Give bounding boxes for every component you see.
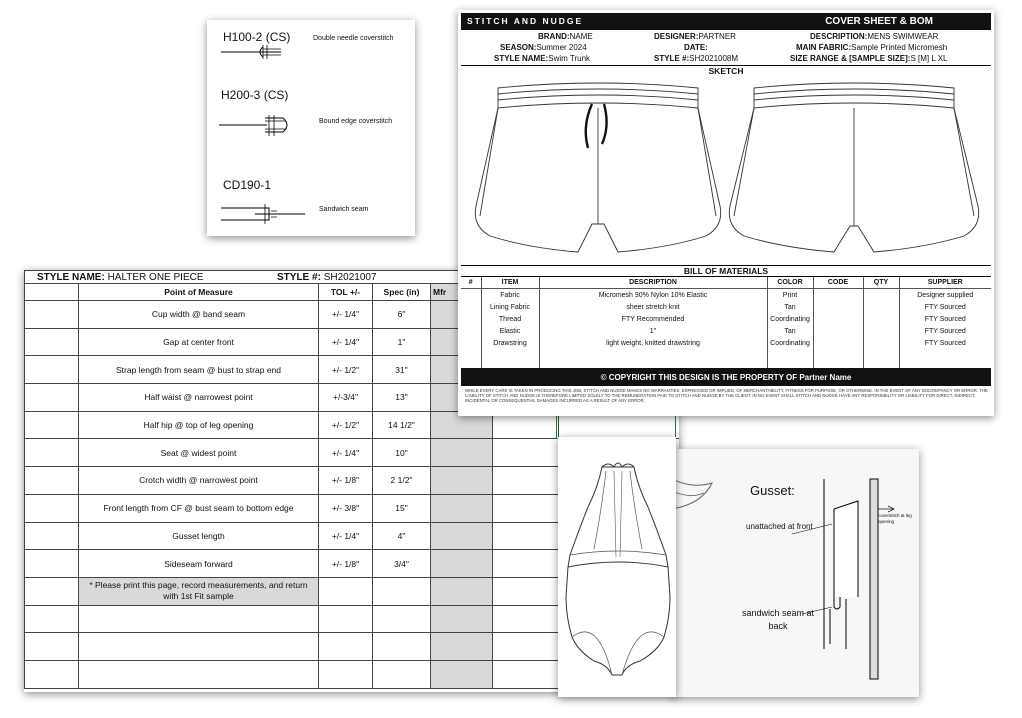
- header-mfr: Mfr: [431, 284, 493, 301]
- pom-tol: +/- 1/4": [319, 301, 373, 329]
- main-fabric-label: MAIN FABRIC:: [796, 43, 852, 52]
- pom-spec: 6": [373, 301, 431, 329]
- sandwich-seam-label: sandwich seam at back: [741, 608, 815, 631]
- designer-value: PARTNER: [698, 32, 736, 41]
- bom-header: QTY: [863, 277, 899, 289]
- description-label: DESCRIPTION:: [810, 32, 868, 41]
- print-note: * Please print this page, record measurements, and return with 1st Fit sample: [79, 577, 319, 605]
- bom-supplier: FTY Sourced: [899, 301, 991, 313]
- pom-tol: +/- 1/8": [319, 550, 373, 578]
- stitch-types-card: [207, 20, 415, 236]
- brand-label: BRAND:: [538, 32, 570, 41]
- pom-spec: 10": [373, 439, 431, 467]
- pom-name: Cup width @ band seam: [79, 301, 319, 329]
- bom-desc: Micromesh 90% Nylon 10% Elastic: [539, 289, 767, 302]
- bom-supplier: Designer supplied: [899, 289, 991, 302]
- season-label: SEASON:: [500, 43, 537, 52]
- bom-color: Tan: [767, 301, 813, 313]
- bom-row: [461, 289, 991, 302]
- style-name-label: STYLE NAME:: [37, 272, 105, 283]
- bom-desc: 1": [539, 325, 767, 337]
- stitch-desc: Double needle coverstitch: [313, 35, 394, 42]
- pom-name: Crotch width @ narrowest point: [79, 467, 319, 495]
- bom-header: COLOR: [767, 277, 813, 289]
- designer-label: DESIGNER:: [654, 32, 699, 41]
- pom-tol: +/- 1/8": [319, 467, 373, 495]
- pom-name: Strap length from seam @ bust to strap end: [79, 356, 319, 384]
- swimsuit-sketch-icon: [558, 437, 676, 697]
- double-needle-stitch-icon: [219, 44, 289, 60]
- pom-name: Gap at center front: [79, 328, 319, 356]
- pom-spec: 13": [373, 384, 431, 412]
- pom-name: Gusset length: [79, 522, 319, 550]
- style-name-value: Swim Trunk: [548, 54, 591, 63]
- bom-supplier: FTY Sourced: [899, 337, 991, 349]
- bom-item: Elastic: [481, 325, 539, 337]
- size-range-label: SIZE RANGE & [SAMPLE SIZE]:: [790, 54, 911, 63]
- bom-label: BILL OF MATERIALS: [461, 265, 991, 277]
- style-number-value: SH2021008M: [689, 54, 739, 63]
- bom-header: CODE: [813, 277, 863, 289]
- gusset-title: Gusset:: [750, 483, 795, 498]
- gusset-diagram: [672, 449, 919, 697]
- copyright-bar: © COPYRIGHT THIS DESIGN IS THE PROPERTY OF Partner Name: [461, 368, 991, 386]
- pom-name: Sideseam forward: [79, 550, 319, 578]
- stitch-desc: Bound edge coverstitch: [319, 118, 393, 125]
- gusset-detail-card: [672, 449, 919, 697]
- pom-name: Half hip @ top of leg opening: [79, 411, 319, 439]
- bom-item: Lining Fabric: [481, 301, 539, 313]
- sketch-label: SKETCH: [708, 66, 744, 76]
- cover-header-bar: [461, 13, 991, 30]
- bom-row: [461, 313, 991, 325]
- bom-desc: light weight, knitted drawstring: [539, 337, 767, 349]
- halter-swimsuit-sketch: [558, 437, 676, 697]
- pom-name: Front length from CF @ bust seam to bottom edge: [79, 494, 319, 522]
- style-name-value: HALTER ONE PIECE: [107, 272, 204, 283]
- style-number-value: SH2021007: [323, 272, 377, 283]
- bom-color: Coordinating: [767, 313, 813, 325]
- sheet-title: COVER SHEET & BOM: [825, 16, 933, 27]
- stitch-code: H200-3 (CS): [221, 88, 289, 102]
- size-range-value: S [M] L XL: [910, 54, 948, 63]
- bom-supplier: FTY Sourced: [899, 313, 991, 325]
- bom-row: [461, 325, 991, 337]
- brand-value: NAME: [569, 32, 593, 41]
- stitch-code: H100-2 (CS): [223, 30, 291, 44]
- cover-sheet-bom: [458, 10, 994, 416]
- pom-tol: +/- 1/4": [319, 522, 373, 550]
- header-tol: TOL +/-: [319, 284, 373, 301]
- unattached-label: unattached at front: [746, 522, 813, 531]
- pom-tol: +/-3/4": [319, 384, 373, 412]
- pom-spec: 2 1/2": [373, 467, 431, 495]
- style-number-label: STYLE #:: [654, 54, 690, 63]
- bom-color: Coordinating: [767, 337, 813, 349]
- date-label: DATE:: [684, 43, 708, 52]
- stitch-code: CD190-1: [223, 178, 272, 192]
- pom-tol: +/- 1/4": [319, 328, 373, 356]
- bom-desc: FTY Recommended: [539, 313, 767, 325]
- header-spec: Spec (in): [373, 284, 431, 301]
- pom-name: Seat @ widest point: [79, 439, 319, 467]
- bom-color: Print: [767, 289, 813, 302]
- bom-item: Fabric: [481, 289, 539, 302]
- bom-desc: sheer stretch knit: [539, 301, 767, 313]
- bom-header: ITEM: [481, 277, 539, 289]
- drawstring-icon: [586, 104, 607, 148]
- company-name: STITCH AND NUDGE: [467, 16, 584, 26]
- stitch-desc: Sandwich seam: [319, 206, 369, 213]
- bom-header: DESCRIPTION: [539, 277, 767, 289]
- pom-tol: +/- 1/2": [319, 411, 373, 439]
- bom-item: Thread: [481, 313, 539, 325]
- trunk-front-icon: [475, 83, 720, 252]
- bom-row: [461, 337, 991, 349]
- sandwich-seam-icon: [219, 202, 309, 226]
- bom-header: #: [461, 277, 481, 289]
- bom-row: [461, 301, 991, 313]
- pom-spec: 15": [373, 494, 431, 522]
- pom-tol: +/- 1/2": [319, 356, 373, 384]
- legal-disclaimer: WHILE EVERY CARE IS TAKEN IN PRODUCING THIS JOB, STITCH AND NUDGE MAKES NO WARRANTIES, EXPRESSED OR IMPLIED, OF MERCHANTABILITY, FITNESS FOR PURPOSE, OR OTHERWISE. IN THE EVENT OF ANY DISCREPANCY OR ERROR, THE LIABILITY OF STITCH AND NUDGE IS THEREFORE LIMITED SOLELY TO THE REMUNERATION PAID TO STITCH AND NUDGE BY THE CLIENT. IN NO EVENT SHALL STITCH AND NUDGE HAVE ANY RESPONSIBILITY OR LIABILITY FOR DIRECT, INDIRECT, INCIDENTAL OR CONSEQUENTIAL DAMAGES INCURRED AS A RESULT OF ANY ERROR.: [465, 388, 988, 404]
- pom-spec: 31": [373, 356, 431, 384]
- bom-item: Drawstring: [481, 337, 539, 349]
- pom-tol: +/- 3/8": [319, 494, 373, 522]
- main-fabric-value: Sample Printed Micromesh: [851, 43, 948, 52]
- trunk-back-icon: [729, 83, 978, 252]
- bound-edge-stitch-icon: [217, 114, 297, 138]
- coverstitch-label: coverstitch at leg opening: [878, 513, 912, 524]
- pom-spec: 1": [373, 328, 431, 356]
- bom-table: [461, 277, 991, 369]
- season-value: Summer 2024: [536, 43, 587, 52]
- bom-header: SUPPLIER: [899, 277, 991, 289]
- pom-name: Half waist @ narrowest point: [79, 384, 319, 412]
- pom-tol: +/- 1/4": [319, 439, 373, 467]
- bom-color: Tan: [767, 325, 813, 337]
- style-name-label: STYLE NAME:: [494, 54, 549, 63]
- description-value: MENS SWIMWEAR: [867, 32, 939, 41]
- header-pom: Point of Measure: [79, 284, 319, 301]
- pom-spec: 14 1/2": [373, 411, 431, 439]
- style-number-label: STYLE #:: [277, 272, 321, 283]
- swim-trunk-sketches: [458, 76, 994, 264]
- pom-spec: 4": [373, 522, 431, 550]
- selected-cell[interactable]: [556, 412, 676, 439]
- bom-supplier: FTY Sourced: [899, 325, 991, 337]
- pom-spec: 3/4": [373, 550, 431, 578]
